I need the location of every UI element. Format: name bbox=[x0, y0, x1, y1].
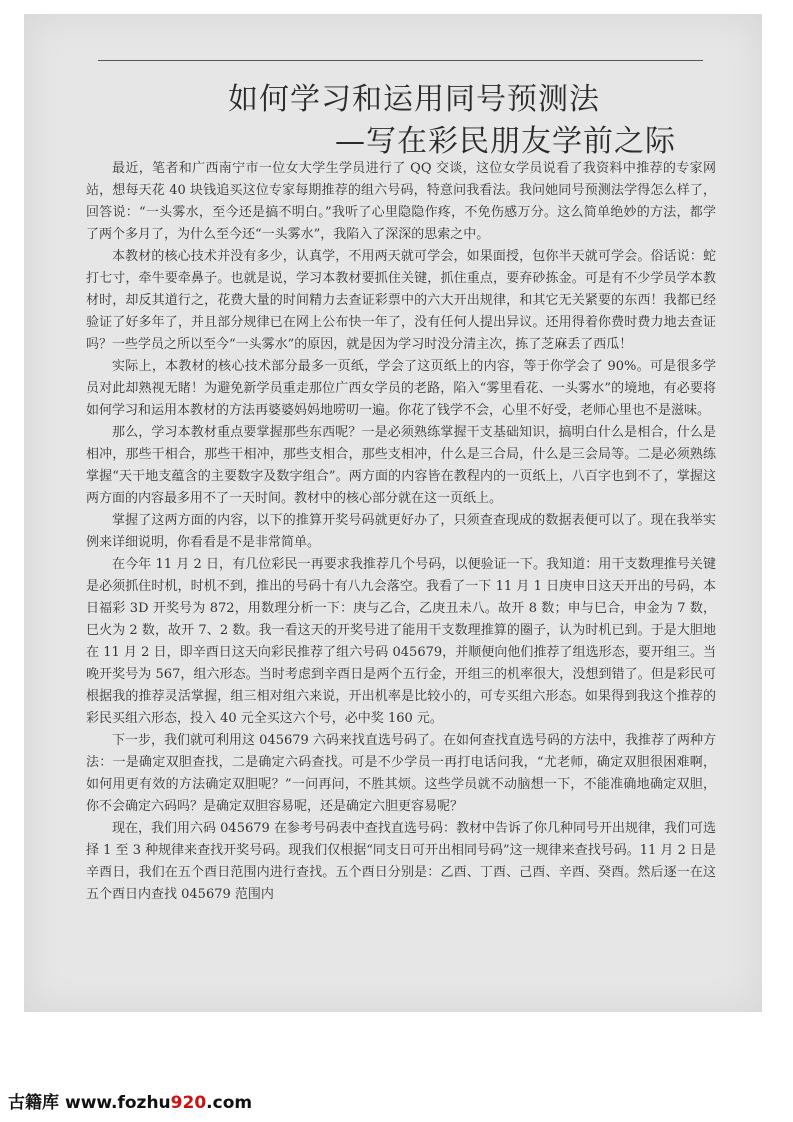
watermark-url-suffix: .com bbox=[206, 1093, 253, 1113]
paragraph: 本教材的核心技术并没有多少，认真学，不用两天就可学会，如果面授，包你半天就可学会。俗话说：蛇打七寸，牵牛要牵鼻子。也就是说，学习本教材要抓住关键，抓住重点，要弃砂拣金。可是有不少学员学本教材时，却反其道行之，花费大量的时间精力去查证彩票中的六大开出规律，和其它无关紧要的东西！我都已经验证了好多年了，并且部分规律已在网上公布快一年了，没有任何人提出异议。还用得着你费时费力地去查证吗？一些学员之所以至今“一头雾水”的原因，就是因为学习时没分清主次，拣了芝麻丢了西瓜！ bbox=[86, 249, 716, 352]
paragraph: 实际上，本教材的核心技术部分最多一页纸，学会了这页纸上的内容，等于你学会了 90%。可是很多学员对此却熟视无睹！为避免新学员重走那位广西女学员的老路，陷入“雾里看花、一头雾水”的境地，有必要将如何学习和运用本教材的方法再婆婆妈妈地唠叨一遍。你花了钱学不会，心里不好受，老师心里也不是滋味。 bbox=[86, 359, 716, 418]
document-subtitle: —写在彩民朋友学前之际 bbox=[335, 124, 676, 159]
paragraph: 那么，学习本教材重点要掌握那些东西呢？一是必须熟练掌握干支基础知识，搞明白什么是相合，什么是相冲，那些干相合，那些干相冲，那些支相合，那些支相冲，什么是三合局，什么是三会局等。二是必须熟练掌握“天干地支蕴含的主要数字及数字组合”。两方面的内容皆在教程内的一页纸上，八百字也到不了，掌握这两方面的内容最多用不了一天时间。教材中的核心部分就在这一页纸上。 bbox=[86, 425, 716, 506]
paragraph: 在今年 11 月 2 日，有几位彩民一再要求我推荐几个号码，以便验证一下。我知道：用干支数理推号关键是必须抓住时机，时机不到，推出的号码十有八九会落空。我看了一下 11 月 1 日庚申日这天开出的号码，本日福彩 3D 开奖号为 872，用数理分析一下：庚与乙合，乙庚丑未八。故开 8 数；申与巳合，申金为 7 数，巳火为 2 数，故开 7、2 数。我一看这天的开奖号进了能用干支数理推算的圈子，认为时机已到。于是大胆地在 11 月 2 日，即辛酉日这天向彩民推荐了组六号码 045679，并顺便向他们推荐了组选形态，要开组三。当晚开奖号为 567，组六形态。当时考虑到辛酉日是两个五行金，开组三的机率很大，没想到错了。但是彩民可根据我的推荐灵活掌握，组三相对组六来说，开出机率是比较小的，可专买组六形态。如果得到我这个推荐的彩民买组六形态，投入 40 元全买这六个号，必中奖 160 元。 bbox=[86, 557, 716, 726]
header-rule bbox=[98, 60, 703, 61]
paragraph: 下一步，我们就可利用这 045679 六码来找直选号码了。在如何查找直选号码的方法中，我推荐了两种方法：一是确定双胆查找，二是确定六码查找。可是不少学员一再打电话问我，“尤老师，确定双胆很困难啊，如何用更有效的方法确定双胆呢？”一问再问，不胜其烦。这些学员就不动脑想一下，不能准确地确定双胆，你不会确定六码吗？是确定双胆容易呢，还是确定六胆更容易呢？ bbox=[86, 733, 716, 814]
site-watermark bbox=[8, 1088, 252, 1113]
paragraph: 现在，我们用六码 045679 在参考号码表中查找直选号码：教材中告诉了你几种同号开出规律，我们可选择 1 至 3 种规律来查找开奖号码。现我们仅根据“同支日可开出相同号码”这一规律来查找号码。11 月 2 日是辛酉日，我们在五个酉日范围内进行查找。五个酉日分别是：乙酉、丁酉、己酉、辛酉、癸酉。然后逐一在这五个酉日内查找 045679 范围内 bbox=[86, 821, 716, 902]
watermark-brand: 古籍库 bbox=[8, 1093, 59, 1113]
document-title: 如何学习和运用同号预测法 bbox=[228, 82, 600, 117]
watermark-url-prefix: www.fozhu bbox=[65, 1093, 171, 1113]
paragraph: 最近，笔者和广西南宁市一位女大学生学员进行了 QQ 交谈，这位女学员说看了我资料中推荐的专家网站，想每天花 40 块钱追买这位专家每期推荐的组六号码，特意问我看法。我问她同号预测法学得怎么样了，回答说：“一头雾水，至今还是搞不明白。”我听了心里隐隐作疼，不免伤感万分。这么简单绝妙的方法，都学了两个多月了，为什么至今还“一头雾水”，我陷入了深深的思索之中。 bbox=[86, 161, 716, 242]
watermark-url-number: 920 bbox=[170, 1093, 207, 1113]
document-body bbox=[86, 158, 716, 906]
paragraph: 掌握了这两方面的内容，以下的推算开奖号码就更好办了，只须查查现成的数据表便可以了。现在我举实例来详细说明，你看看是不是非常简单。 bbox=[86, 513, 716, 550]
